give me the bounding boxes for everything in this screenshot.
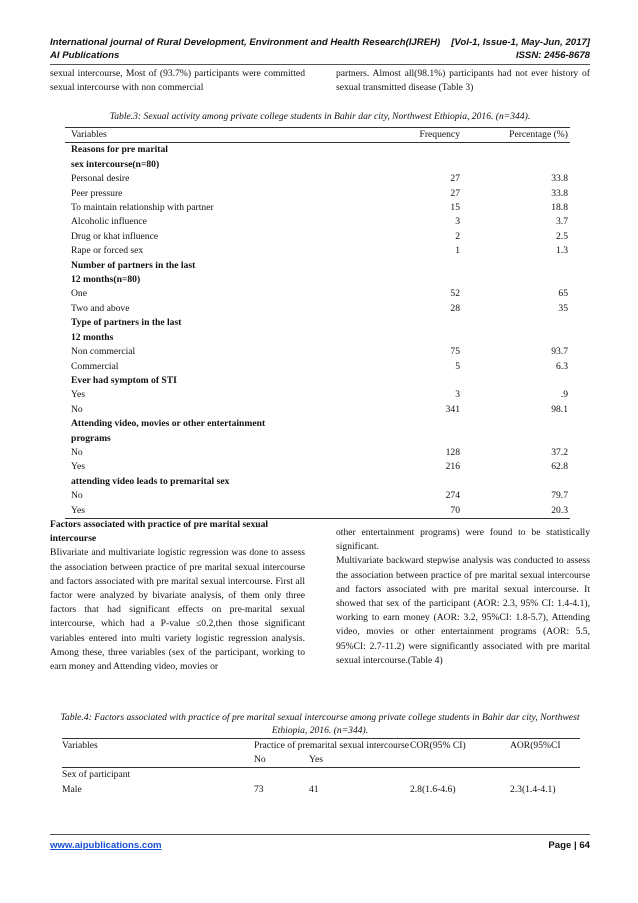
- table3-cell-percentage: 1.3: [556, 245, 568, 257]
- table3-cell-label: To maintain relationship with partner: [71, 202, 214, 214]
- table3-cell-percentage: [470, 259, 570, 273]
- table3-cell-label: Type of partners in the last: [71, 317, 182, 329]
- table3-cell-frequency: [320, 273, 470, 287]
- table3-cell-label: Two and above: [71, 302, 130, 314]
- table3-cell-label: No: [71, 446, 83, 458]
- table4-section-sex: Sex of participant: [62, 769, 131, 781]
- table3-cell-frequency: [320, 316, 470, 330]
- table-section-row: [65, 417, 570, 431]
- table3-caption: Table.3: Sexual activity among private college students in Bahir dar city, Northwest Ethiopia, 2016. (n=344).: [109, 111, 531, 122]
- table4-cell-no: 73: [254, 783, 264, 795]
- table4-caption: Table.4: Factors associated with practice of pre marital sexual intercourse among private college students in Bahir dar city, Northwest Ethiopia, 2016. (n=344).: [60, 712, 580, 736]
- table4: [62, 738, 580, 797]
- table3-cell-label: Personal desire: [71, 173, 130, 185]
- table3-cell-percentage: [470, 158, 570, 172]
- table3-cell-percentage: [470, 417, 570, 431]
- table3-cell-percentage: [470, 475, 570, 489]
- table3-cell-frequency: 274: [445, 490, 460, 502]
- table3-header-variables: Variables: [65, 128, 320, 143]
- table3-cell-percentage: 2.5: [556, 230, 568, 242]
- table3-cell-label: Attending video, movies or other entertainment: [71, 418, 266, 430]
- table3-cell-frequency: [320, 432, 470, 446]
- table4-header-practice: Practice of premarital sexual intercourse: [254, 739, 410, 754]
- table-row: [65, 244, 570, 258]
- table3-cell-percentage: .9: [560, 389, 568, 401]
- table-section-row: [65, 273, 570, 287]
- right-column: [336, 526, 590, 668]
- table3-cell-label: Alcoholic influence: [71, 216, 147, 228]
- table3-cell-percentage: 62.8: [551, 461, 568, 473]
- table4-header-yes: Yes: [309, 753, 410, 768]
- journal-title: International journal of Rural Development, Environment and Health Research(IJREH): [50, 37, 441, 48]
- table-row: [65, 504, 570, 519]
- page-number: Page | 64: [548, 840, 590, 851]
- left-column: [50, 518, 305, 674]
- footer-rule: [50, 834, 590, 835]
- table-section-row: [65, 331, 570, 345]
- table3-cell-frequency: 27: [450, 173, 460, 185]
- table-row: [65, 172, 570, 186]
- table3-cell-frequency: 15: [450, 202, 460, 214]
- table3-cell-label: Drug or khat influence: [71, 230, 159, 242]
- section-heading: Factors associated with practice of pre marital sexual intercourse: [50, 519, 269, 545]
- table-section-row: [65, 432, 570, 446]
- table4-header-variables: Variables: [62, 739, 254, 754]
- issn: ISSN: 2456-8678: [515, 50, 590, 61]
- table3-cell-frequency: 128: [445, 446, 460, 458]
- table-row: [65, 187, 570, 201]
- table3-header-percentage: Percentage (%): [470, 128, 570, 143]
- table3-cell-label: Non commercial: [71, 346, 136, 358]
- table4-cell-label: Male: [62, 783, 82, 795]
- table3-cell-percentage: 98.1: [551, 403, 568, 415]
- table3-cell-frequency: 341: [445, 403, 460, 415]
- table3-cell-frequency: [320, 331, 470, 345]
- table3-cell-frequency: 27: [450, 187, 460, 199]
- publisher-link[interactable]: www.aipublications.com: [50, 840, 162, 851]
- table4-header-no: No: [254, 753, 309, 768]
- table3-cell-label: Yes: [71, 461, 85, 473]
- table-row: [65, 403, 570, 417]
- table3-cell-frequency: 5: [455, 360, 460, 372]
- table3-cell-frequency: 3: [455, 216, 460, 228]
- table-row: [65, 360, 570, 374]
- table3-cell-percentage: 3.7: [556, 216, 568, 228]
- table3-cell-frequency: 216: [445, 461, 460, 473]
- table3-cell-label: Number of partners in the last: [71, 259, 196, 271]
- table-section-row: [65, 158, 570, 172]
- table-row: [65, 460, 570, 474]
- table3-cell-label: Yes: [65, 504, 320, 519]
- table3-cell-percentage: 35: [558, 302, 568, 314]
- right-paragraph-2: Multivariate backward stepwise analysis was conducted to assess the association between practice of pre marital sexual intercourse and factors associated with pre marital sexual intercourse. It showed that sex of the participant (AOR: 2.3, 95% CI: 1.4-4.1), working to earn money (AOR: 3.2, 95%CI: 1.8-5.7), Attending video, movies or other entertainment programs (AOR: 5.5, 95%CI: 2.7-11.2) were significantly associated with pre marital sexual intercourse.(Table 4): [336, 555, 590, 666]
- table3-cell-frequency: [320, 259, 470, 273]
- table3-cell-percentage: 18.8: [551, 202, 568, 214]
- table3-cell-label: programs: [71, 432, 111, 444]
- table-row: [65, 215, 570, 229]
- table3-cell-frequency: 2: [455, 230, 460, 242]
- table3-cell-label: One: [71, 288, 87, 300]
- table4-header-cor: COR(95% CI): [410, 739, 510, 754]
- top-left-text: sexual intercourse, Most of (93.7%) participants were committed sexual intercourse with non commercial: [50, 68, 305, 94]
- table-row: [65, 489, 570, 503]
- table3-cell-frequency: [320, 374, 470, 388]
- table3-header-frequency: Frequency: [320, 128, 470, 143]
- table-section-row: [65, 259, 570, 273]
- table3-cell-frequency: 70: [320, 504, 470, 519]
- table3-cell-frequency: 52: [450, 288, 460, 300]
- table3-cell-percentage: [470, 143, 570, 158]
- table-row: [65, 287, 570, 301]
- table3-cell-frequency: 1: [455, 245, 460, 257]
- table-row: [62, 783, 580, 797]
- table3-cell-frequency: 3: [455, 389, 460, 401]
- page-footer: [50, 840, 590, 851]
- table3-cell-label: sex intercourse(n=80): [71, 158, 160, 170]
- table3-cell-label: Commercial: [71, 360, 119, 372]
- table4-header-aor: AOR(95%CI: [510, 739, 580, 754]
- table3: [65, 127, 570, 519]
- table3-cell-percentage: 6.3: [556, 360, 568, 372]
- table3-cell-percentage: 33.8: [551, 187, 568, 199]
- table3-cell-percentage: 20.3: [470, 504, 570, 519]
- table3-cell-label: No: [71, 403, 83, 415]
- table3-cell-label: Peer pressure: [71, 187, 123, 199]
- table3-cell-percentage: 65: [558, 288, 568, 300]
- table3-cell-label: 12 months(n=80): [71, 274, 141, 286]
- table3-cell-percentage: [470, 273, 570, 287]
- table-row: [65, 388, 570, 402]
- table4-cell-aor: 2.3(1.4-4.1): [509, 783, 556, 795]
- table3-cell-label: 12 months: [71, 331, 114, 343]
- table-section-row: [65, 475, 570, 489]
- table-section-row: [65, 374, 570, 388]
- table-section-row: [65, 143, 570, 158]
- top-right-text: partners. Almost all(98.1%) participants had not ever history of sexual transmitted disease (Table 3): [336, 68, 590, 94]
- header-rule: [50, 64, 590, 65]
- table-row: [65, 201, 570, 215]
- table3-cell-percentage: 37.2: [551, 446, 568, 458]
- table3-cell-percentage: 79.7: [551, 490, 568, 502]
- publisher: AI Publications: [50, 50, 120, 61]
- table3-cell-label: Yes: [71, 389, 85, 401]
- volume-info: [Vol-1, Issue-1, May-Jun, 2017]: [451, 37, 590, 48]
- table3-cell-percentage: [470, 316, 570, 330]
- table3-cell-frequency: 28: [450, 302, 460, 314]
- table4-cell-cor: 2.8(1.6-4.6): [409, 783, 456, 795]
- table3-cell-label: Reasons for pre marital: [71, 144, 168, 156]
- table-row: [65, 446, 570, 460]
- table3-cell-label: No: [71, 490, 83, 502]
- page-header: [50, 36, 590, 62]
- table3-body: [65, 143, 570, 519]
- table-row: [65, 302, 570, 316]
- table-row: [65, 345, 570, 359]
- table3-cell-label: attending video leads to premarital sex: [71, 475, 230, 487]
- table3-cell-percentage: [470, 331, 570, 345]
- table3-cell-percentage: [470, 374, 570, 388]
- right-paragraph-1: other entertainment programs) were found to be statistically significant.: [336, 527, 590, 553]
- table3-cell-label: Rape or forced sex: [71, 245, 144, 257]
- table3-cell-percentage: [470, 432, 570, 446]
- table3-cell-label: Ever had symptom of STI: [71, 374, 177, 386]
- table3-cell-frequency: [320, 417, 470, 431]
- table3-cell-frequency: [320, 143, 470, 158]
- table3-cell-percentage: 93.7: [551, 346, 568, 358]
- table3-cell-frequency: [320, 475, 470, 489]
- table4-cell-yes: 41: [309, 783, 319, 795]
- table-section-row: [65, 316, 570, 330]
- left-paragraph: BIivariate and multivariate logistic regression was done to assess the association between practice of pre marital sexual intercourse and factors associated with pre marital sexual intercourse. First all factor were analyzed by bivariate analysis, of them only three factors that had significant effects on pre-marital sexual intercourse, which had a P-value ≤0.2,then those significant variables entered into multi variety logistic regression analysis. Among these, three variables (sex of the participant, working to earn money and Attending video, movies or: [50, 547, 305, 673]
- table-row: [65, 230, 570, 244]
- table3-cell-percentage: 33.8: [551, 173, 568, 185]
- table3-cell-frequency: [320, 158, 470, 172]
- table3-cell-frequency: 75: [450, 346, 460, 358]
